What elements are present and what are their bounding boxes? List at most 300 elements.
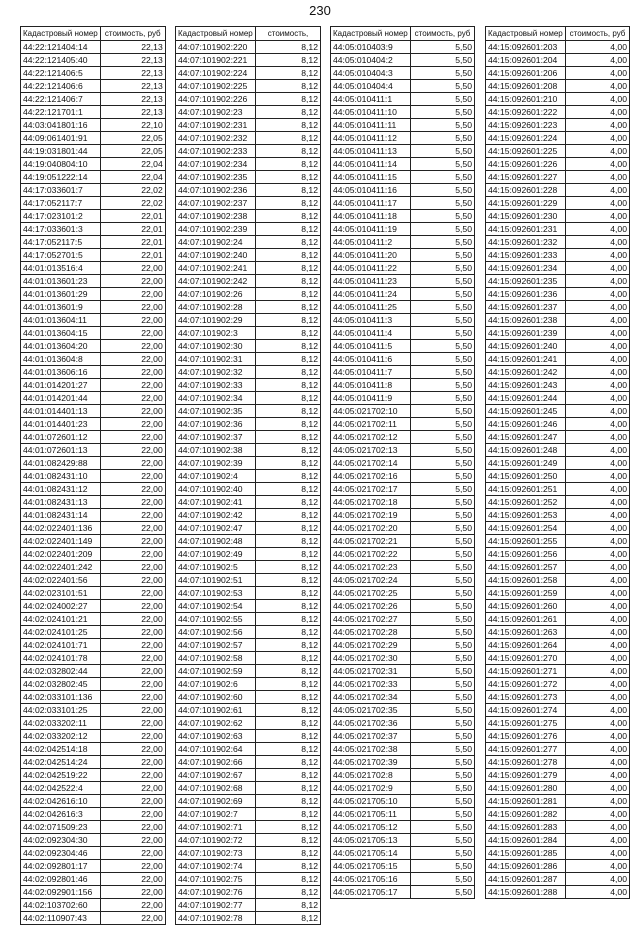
cadastral-number-cell: 44:07:101902:4	[176, 470, 256, 483]
cost-cell: 8,12	[256, 691, 321, 704]
table-row	[331, 41, 475, 54]
table-row	[21, 561, 166, 574]
cost-cell: 5,50	[411, 704, 475, 717]
cadastral-number-cell: 44:07:101902:69	[176, 795, 256, 808]
table-row	[176, 600, 321, 613]
cadastral-number-cell: 44:07:101902:236	[176, 184, 256, 197]
table-row	[176, 184, 321, 197]
table-row	[21, 834, 166, 847]
cost-cell: 22,00	[100, 483, 165, 496]
table-row	[176, 912, 321, 925]
table-row	[331, 262, 475, 275]
cadastral-number-cell: 44:07:101902:34	[176, 392, 256, 405]
cost-cell: 4,00	[566, 600, 630, 613]
table-row	[21, 54, 166, 67]
table-row	[331, 457, 475, 470]
table-row	[176, 613, 321, 626]
table-row	[331, 275, 475, 288]
header-cadastral-number: Кадастровый номер	[21, 27, 101, 41]
cadastral-number-cell: 44:15:092601:287	[486, 873, 566, 886]
cost-cell: 8,12	[256, 873, 321, 886]
table-row	[176, 379, 321, 392]
table-row	[176, 171, 321, 184]
cost-cell: 22,00	[100, 548, 165, 561]
cost-cell: 4,00	[566, 275, 630, 288]
cadastral-number-cell: 44:15:092601:263	[486, 626, 566, 639]
cadastral-number-cell: 44:05:010411:7	[331, 366, 411, 379]
cadastral-number-cell: 44:01:082431:10	[21, 470, 101, 483]
cost-cell: 5,50	[411, 522, 475, 535]
table-row	[176, 717, 321, 730]
cost-cell: 5,50	[411, 197, 475, 210]
cadastral-number-cell: 44:05:021702:21	[331, 535, 411, 548]
cadastral-number-cell: 44:22:121406:5	[21, 67, 101, 80]
table-row	[176, 509, 321, 522]
page-number: 230	[309, 3, 331, 18]
cadastral-number-cell: 44:07:101902:62	[176, 717, 256, 730]
cost-cell: 4,00	[566, 93, 630, 106]
cadastral-number-cell: 44:07:101902:41	[176, 496, 256, 509]
cadastral-number-cell: 44:05:021702:17	[331, 483, 411, 496]
cadastral-number-cell: 44:15:092601:249	[486, 457, 566, 470]
table-row	[21, 743, 166, 756]
cost-cell: 4,00	[566, 145, 630, 158]
table-row	[176, 314, 321, 327]
cost-cell: 8,12	[256, 756, 321, 769]
table-row	[21, 470, 166, 483]
table-row	[331, 808, 475, 821]
header-cost: стоимость, руб	[566, 27, 630, 41]
table-row	[486, 704, 630, 717]
cadastral-number-cell: 44:05:021702:36	[331, 717, 411, 730]
cadastral-number-cell: 44:07:101902:73	[176, 847, 256, 860]
cadastral-number-cell: 44:05:021702:22	[331, 548, 411, 561]
table-row	[331, 314, 475, 327]
cost-cell: 8,12	[256, 678, 321, 691]
header-cost: стоимость, руб	[100, 27, 165, 41]
cadastral-number-cell: 44:02:024101:25	[21, 626, 101, 639]
cadastral-number-cell: 44:17:023101:2	[21, 210, 101, 223]
table-row	[331, 574, 475, 587]
cost-cell: 5,50	[411, 665, 475, 678]
cost-cell: 4,00	[566, 457, 630, 470]
cadastral-number-cell: 44:02:042522:4	[21, 782, 101, 795]
cost-cell: 22,00	[100, 392, 165, 405]
table-row	[486, 80, 630, 93]
cadastral-number-cell: 44:17:033601:3	[21, 223, 101, 236]
table-row	[331, 132, 475, 145]
table-row	[21, 886, 166, 899]
table-header-row	[486, 27, 630, 41]
table-row	[176, 665, 321, 678]
cadastral-number-cell: 44:07:101902:58	[176, 652, 256, 665]
cadastral-number-cell: 44:15:092601:264	[486, 639, 566, 652]
cost-cell: 22,00	[100, 314, 165, 327]
table-row	[21, 808, 166, 821]
cadastral-number-cell: 44:05:021702:31	[331, 665, 411, 678]
table-row	[331, 522, 475, 535]
table-row	[331, 340, 475, 353]
cadastral-number-cell: 44:07:101902:225	[176, 80, 256, 93]
table-row	[176, 496, 321, 509]
table-row	[331, 691, 475, 704]
cadastral-number-cell: 44:01:013601:9	[21, 301, 101, 314]
cadastral-number-cell: 44:15:092601:250	[486, 470, 566, 483]
cost-cell: 8,12	[256, 795, 321, 808]
cadastral-number-cell: 44:07:101902:29	[176, 314, 256, 327]
table-row	[21, 262, 166, 275]
table-row	[331, 834, 475, 847]
cost-cell: 8,12	[256, 496, 321, 509]
cadastral-number-cell: 44:15:092601:261	[486, 613, 566, 626]
header-cadastral-number: Кадастровый номер	[176, 27, 256, 41]
table-row	[331, 821, 475, 834]
cost-cell: 8,12	[256, 808, 321, 821]
cadastral-number-cell: 44:05:021705:16	[331, 873, 411, 886]
cost-cell: 22,00	[100, 873, 165, 886]
cost-cell: 5,50	[411, 132, 475, 145]
table-row	[176, 743, 321, 756]
table-row	[21, 405, 166, 418]
table-row	[21, 210, 166, 223]
table-row	[176, 691, 321, 704]
cost-cell: 4,00	[566, 301, 630, 314]
cost-cell: 22,00	[100, 639, 165, 652]
cost-cell: 22,13	[100, 54, 165, 67]
cost-cell: 8,12	[256, 392, 321, 405]
cost-cell: 22,01	[100, 210, 165, 223]
cost-cell: 4,00	[566, 756, 630, 769]
table-row	[21, 184, 166, 197]
cost-cell: 22,00	[100, 626, 165, 639]
cadastral-number-cell: 44:15:092601:230	[486, 210, 566, 223]
table-row	[486, 717, 630, 730]
cadastral-number-cell: 44:15:092601:204	[486, 54, 566, 67]
table-row	[176, 366, 321, 379]
cost-cell: 22,00	[100, 353, 165, 366]
cadastral-number-cell: 44:15:092601:241	[486, 353, 566, 366]
cost-cell: 8,12	[256, 327, 321, 340]
cadastral-number-cell: 44:15:092601:203	[486, 41, 566, 54]
table-row	[176, 54, 321, 67]
cadastral-number-cell: 44:07:101902:7	[176, 808, 256, 821]
table-row	[486, 431, 630, 444]
cost-cell: 22,13	[100, 106, 165, 119]
cost-cell: 4,00	[566, 379, 630, 392]
table-row	[486, 132, 630, 145]
cost-cell: 5,50	[411, 795, 475, 808]
cadastral-number-cell: 44:05:021702:38	[331, 743, 411, 756]
cadastral-number-cell: 44:05:010411:19	[331, 223, 411, 236]
cadastral-number-cell: 44:05:021705:14	[331, 847, 411, 860]
cost-cell: 22,00	[100, 652, 165, 665]
cadastral-number-cell: 44:02:103702:60	[21, 899, 101, 912]
table-row	[21, 782, 166, 795]
table-row	[21, 496, 166, 509]
cadastral-number-cell: 44:02:042616:10	[21, 795, 101, 808]
cadastral-number-cell: 44:05:021702:16	[331, 470, 411, 483]
table-row	[21, 145, 166, 158]
table-row	[331, 535, 475, 548]
cadastral-number-cell: 44:22:121701:1	[21, 106, 101, 119]
table-row	[21, 548, 166, 561]
cost-cell: 5,50	[411, 106, 475, 119]
cost-cell: 5,50	[411, 626, 475, 639]
cadastral-number-cell: 44:15:092601:278	[486, 756, 566, 769]
table-row	[21, 418, 166, 431]
table-row	[21, 444, 166, 457]
table-row	[176, 886, 321, 899]
cost-cell: 4,00	[566, 184, 630, 197]
cost-cell: 22,02	[100, 184, 165, 197]
cadastral-number-cell: 44:05:010411:20	[331, 249, 411, 262]
cost-cell: 4,00	[566, 327, 630, 340]
cadastral-number-cell: 44:15:092601:224	[486, 132, 566, 145]
cadastral-number-cell: 44:02:042514:18	[21, 743, 101, 756]
cadastral-number-cell: 44:01:013604:15	[21, 327, 101, 340]
cost-cell: 8,12	[256, 665, 321, 678]
cadastral-number-cell: 44:07:101902:38	[176, 444, 256, 457]
cost-cell: 4,00	[566, 197, 630, 210]
cadastral-number-cell: 44:19:031801:44	[21, 145, 101, 158]
cost-cell: 22,00	[100, 860, 165, 873]
cost-cell: 5,50	[411, 821, 475, 834]
table-row	[21, 704, 166, 717]
table-row	[331, 210, 475, 223]
cadastral-number-cell: 44:05:021702:37	[331, 730, 411, 743]
table-row	[331, 756, 475, 769]
cadastral-number-cell: 44:05:010411:24	[331, 288, 411, 301]
cost-cell: 8,12	[256, 535, 321, 548]
table-row	[486, 886, 630, 899]
cadastral-number-cell: 44:17:052117:7	[21, 197, 101, 210]
cadastral-number-cell: 44:02:022401:136	[21, 522, 101, 535]
cadastral-number-cell: 44:07:101902:226	[176, 93, 256, 106]
cost-cell: 8,12	[256, 288, 321, 301]
cost-cell: 8,12	[256, 366, 321, 379]
cost-cell: 8,12	[256, 431, 321, 444]
header-cadastral-number: Кадастровый номер	[486, 27, 566, 41]
table-row	[486, 275, 630, 288]
table-row	[331, 106, 475, 119]
cadastral-number-cell: 44:05:021702:11	[331, 418, 411, 431]
cadastral-number-cell: 44:07:101902:28	[176, 301, 256, 314]
cadastral-number-cell: 44:07:101902:56	[176, 626, 256, 639]
cost-cell: 8,12	[256, 509, 321, 522]
table-header-row	[331, 27, 475, 41]
table-row	[176, 860, 321, 873]
table-row	[176, 548, 321, 561]
cadastral-number-cell: 44:15:092601:231	[486, 223, 566, 236]
table-row	[21, 639, 166, 652]
table-row	[486, 249, 630, 262]
cost-cell: 22,00	[100, 470, 165, 483]
cadastral-number-cell: 44:15:092601:244	[486, 392, 566, 405]
cost-cell: 8,12	[256, 132, 321, 145]
table-row	[176, 470, 321, 483]
cost-cell: 8,12	[256, 821, 321, 834]
cadastral-number-cell: 44:07:101902:78	[176, 912, 256, 925]
cadastral-number-cell: 44:15:092601:283	[486, 821, 566, 834]
table-row	[176, 223, 321, 236]
cadastral-number-cell: 44:02:022401:149	[21, 535, 101, 548]
table-row	[21, 353, 166, 366]
cost-cell: 5,50	[411, 587, 475, 600]
cost-cell: 5,50	[411, 184, 475, 197]
cost-cell: 8,12	[256, 847, 321, 860]
cadastral-number-cell: 44:01:014401:23	[21, 418, 101, 431]
table-row	[486, 730, 630, 743]
table-row	[331, 678, 475, 691]
cadastral-number-cell: 44:07:101902:238	[176, 210, 256, 223]
cost-cell: 22,00	[100, 288, 165, 301]
cost-cell: 4,00	[566, 717, 630, 730]
table-row	[176, 756, 321, 769]
cost-cell: 5,50	[411, 769, 475, 782]
cadastral-number-cell: 44:07:101902:26	[176, 288, 256, 301]
table-row	[486, 67, 630, 80]
cadastral-number-cell: 44:07:101902:234	[176, 158, 256, 171]
table-row	[176, 67, 321, 80]
cadastral-number-cell: 44:02:032802:44	[21, 665, 101, 678]
table-row	[486, 756, 630, 769]
cadastral-number-cell: 44:02:092304:30	[21, 834, 101, 847]
cost-cell: 4,00	[566, 561, 630, 574]
cadastral-number-cell: 44:05:010411:8	[331, 379, 411, 392]
cadastral-number-cell: 44:01:082431:14	[21, 509, 101, 522]
cadastral-number-cell: 44:15:092601:246	[486, 418, 566, 431]
header-cost: стоимость, руб	[411, 27, 475, 41]
table-row	[176, 808, 321, 821]
cadastral-number-cell: 44:15:092601:285	[486, 847, 566, 860]
cost-cell: 5,50	[411, 717, 475, 730]
cost-cell: 4,00	[566, 873, 630, 886]
cadastral-number-cell: 44:05:010411:2	[331, 236, 411, 249]
cost-cell: 4,00	[566, 587, 630, 600]
table-row	[486, 262, 630, 275]
cadastral-number-cell: 44:07:101902:66	[176, 756, 256, 769]
cost-cell: 8,12	[256, 197, 321, 210]
cadastral-number-cell: 44:15:092601:235	[486, 275, 566, 288]
cadastral-number-cell: 44:01:013604:20	[21, 340, 101, 353]
cadastral-table-4	[485, 26, 630, 899]
cadastral-number-cell: 44:05:021702:8	[331, 769, 411, 782]
table-row	[486, 418, 630, 431]
cadastral-number-cell: 44:07:101902:23	[176, 106, 256, 119]
cadastral-number-cell: 44:01:013601:23	[21, 275, 101, 288]
table-row	[21, 912, 166, 925]
cadastral-number-cell: 44:01:014401:13	[21, 405, 101, 418]
cost-cell: 8,12	[256, 600, 321, 613]
cost-cell: 8,12	[256, 457, 321, 470]
cost-cell: 4,00	[566, 483, 630, 496]
table-row	[331, 496, 475, 509]
table-row	[486, 405, 630, 418]
table-row	[176, 652, 321, 665]
cost-cell: 5,50	[411, 353, 475, 366]
cadastral-number-cell: 44:05:010404:2	[331, 54, 411, 67]
cost-cell: 22,00	[100, 912, 165, 925]
cadastral-number-cell: 44:15:092601:229	[486, 197, 566, 210]
cost-cell: 8,12	[256, 158, 321, 171]
cadastral-number-cell: 44:15:092601:253	[486, 509, 566, 522]
cost-cell: 5,50	[411, 145, 475, 158]
cost-cell: 5,50	[411, 41, 475, 54]
table-row	[331, 873, 475, 886]
cost-cell: 8,12	[256, 860, 321, 873]
table-row	[176, 574, 321, 587]
table-row	[21, 665, 166, 678]
cost-cell: 4,00	[566, 418, 630, 431]
cadastral-number-cell: 44:17:052117:5	[21, 236, 101, 249]
table-row	[176, 301, 321, 314]
cost-cell: 4,00	[566, 210, 630, 223]
header-cadastral-number: Кадастровый номер	[331, 27, 411, 41]
table-row	[331, 652, 475, 665]
cadastral-number-cell: 44:07:101902:48	[176, 535, 256, 548]
cost-cell: 22,13	[100, 67, 165, 80]
cadastral-number-cell: 44:05:010411:6	[331, 353, 411, 366]
cadastral-number-cell: 44:15:092601:259	[486, 587, 566, 600]
table-row	[331, 288, 475, 301]
cadastral-number-cell: 44:05:010411:4	[331, 327, 411, 340]
cadastral-number-cell: 44:02:092901:156	[21, 886, 101, 899]
table-row	[486, 210, 630, 223]
cost-cell: 4,00	[566, 119, 630, 132]
table-row	[486, 353, 630, 366]
cadastral-number-cell: 44:15:092601:245	[486, 405, 566, 418]
table-row	[21, 301, 166, 314]
cost-cell: 5,50	[411, 652, 475, 665]
cost-cell: 4,00	[566, 262, 630, 275]
cadastral-number-cell: 44:05:021702:10	[331, 405, 411, 418]
cadastral-number-cell: 44:05:010411:10	[331, 106, 411, 119]
cadastral-number-cell: 44:05:021702:14	[331, 457, 411, 470]
table-row	[486, 93, 630, 106]
cost-cell: 4,00	[566, 574, 630, 587]
table-row	[176, 730, 321, 743]
cadastral-number-cell: 44:22:121406:7	[21, 93, 101, 106]
table-row	[21, 574, 166, 587]
cost-cell: 8,12	[256, 353, 321, 366]
table-row	[176, 639, 321, 652]
cadastral-number-cell: 44:07:101902:239	[176, 223, 256, 236]
cadastral-number-cell: 44:02:024101:21	[21, 613, 101, 626]
cost-cell: 8,12	[256, 249, 321, 262]
cadastral-number-cell: 44:19:051222:14	[21, 171, 101, 184]
table-row	[21, 249, 166, 262]
cost-cell: 22,02	[100, 197, 165, 210]
table-row	[486, 600, 630, 613]
cadastral-number-cell: 44:15:092601:237	[486, 301, 566, 314]
cost-cell: 8,12	[256, 704, 321, 717]
cost-cell: 8,12	[256, 171, 321, 184]
table-row	[176, 704, 321, 717]
table-row	[176, 626, 321, 639]
table-row	[486, 106, 630, 119]
cost-cell: 4,00	[566, 41, 630, 54]
table-row	[331, 54, 475, 67]
cost-cell: 5,50	[411, 67, 475, 80]
cost-cell: 8,12	[256, 119, 321, 132]
table-row	[21, 93, 166, 106]
table-row	[176, 197, 321, 210]
cadastral-number-cell: 44:01:013606:16	[21, 366, 101, 379]
cadastral-number-cell: 44:15:092601:257	[486, 561, 566, 574]
cadastral-number-cell: 44:07:101902:61	[176, 704, 256, 717]
cost-cell: 5,50	[411, 756, 475, 769]
cost-cell: 5,50	[411, 808, 475, 821]
